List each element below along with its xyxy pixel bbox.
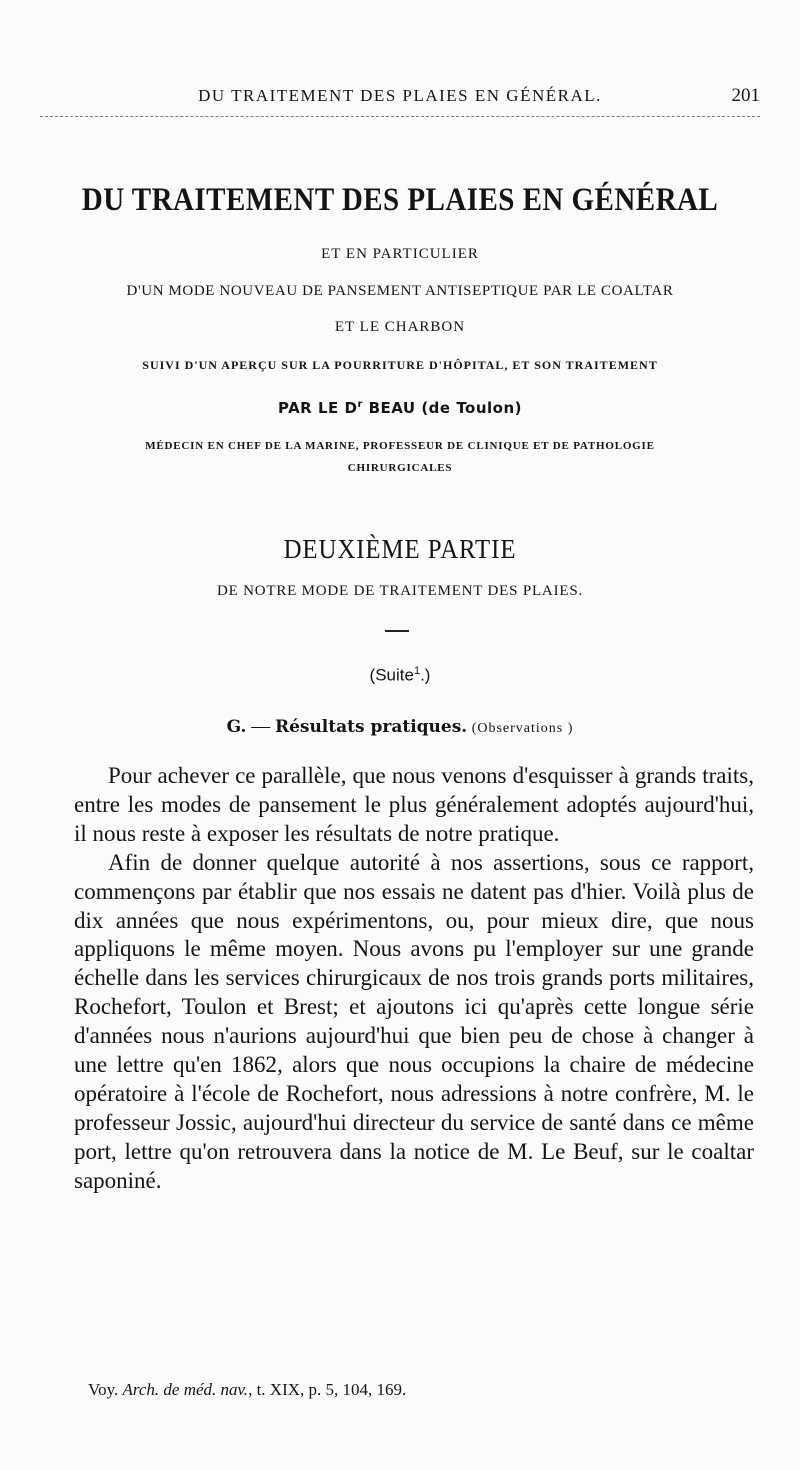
affiliation-line-2: CHIRURGICALES <box>347 462 453 474</box>
article-subtitle-3: ET LE CHARBON <box>334 319 466 335</box>
affiliation-line-1: MÉDECIN EN CHEF DE LA MARINE, PROFESSEUR DE CLINIQUE ET DE PATHOLOGIE <box>145 440 655 452</box>
author-prefix: PAR LE D <box>277 399 358 417</box>
paragraph-2: Afin de donner quelque autorité à nos assertions, sous ce rapport, commençons par établir que nos essais ne datent pas d'hier. Voilà plus de dix années que nous expérimentons, ou, pour mieux dire, que nous appliquons le même moyen. Nous avons pu l'employer sur une grande échelle dans les services chirurgicaux de nos trois grands ports militaires, Rochefort, Toulon et Brest; et ajoutons ici qu'après cette longue série d'années nous n'aurions aujourd'hui que bien peu de chose à changer à une lettre qu'en 1862, alors que nous occupions la chaire de médecine opératoire à l'école de Rochefort, nous adressions à notre confrère, M. le professeur Jossic, aujourd'hui directeur du service de santé dans ce même port, lettre qu'on retrouvera dans la notice de M. Le Beuf, sur le coaltar saponiné. <box>74 849 754 1193</box>
footnote-marker: 1 <box>413 665 421 677</box>
suite-note <box>20 665 780 686</box>
author-line <box>20 399 780 417</box>
part-title: DEUXIÈME PARTIE <box>283 534 517 564</box>
footnote-ref: , t. XIX, p. 5, 104, 169. <box>248 1380 407 1399</box>
running-head <box>0 82 800 112</box>
paragraph-1: Pour achever ce parallèle, que nous venons d'esquisser à grands traits, entre les modes de pansement le plus généralement adoptés aujourd'hui, il nous reste à exposer les résultats de notre pratique. <box>74 763 754 846</box>
section-title: Résultats pratiques. <box>274 717 468 737</box>
section-heading <box>20 716 780 738</box>
section-observations: (Observations ) <box>467 721 574 736</box>
section-dash: — <box>246 716 275 737</box>
body-text <box>74 762 754 1196</box>
author-name: BEAU (de Toulon) <box>362 399 523 417</box>
part-subtitle: DE NOTRE MODE DE TRAITEMENT DES PLAIES. <box>216 583 584 599</box>
footnote <box>88 1380 728 1400</box>
author-sup: r <box>357 399 363 410</box>
article-subtitle-1: ET EN PARTICULIER <box>321 246 479 262</box>
page-number: 201 <box>731 85 760 106</box>
suite-close: .) <box>420 665 431 685</box>
article-title: DU TRAITEMENT DES PLAIES EN GÉNÉRAL <box>81 182 719 218</box>
header-rule <box>40 116 760 117</box>
suite-text: (Suite <box>369 665 414 685</box>
running-head-title: DU TRAITEMENT DES PLAIES EN GÉNÉRAL. <box>198 86 602 105</box>
section-letter: G. <box>226 717 247 737</box>
footnote-prefix: Voy. <box>88 1380 123 1399</box>
separator-dash <box>385 630 409 632</box>
article-subtitle-4: SUIVI D'UN APERÇU SUR LA POURRITURE D'HÔPITAL, ET SON TRAITEMENT <box>142 358 658 372</box>
footnote-journal: Arch. de méd. nav. <box>122 1380 249 1399</box>
article-subtitle-2: D'UN MODE NOUVEAU DE PANSEMENT ANTISEPTIQUE PAR LE COALTAR <box>126 283 674 299</box>
